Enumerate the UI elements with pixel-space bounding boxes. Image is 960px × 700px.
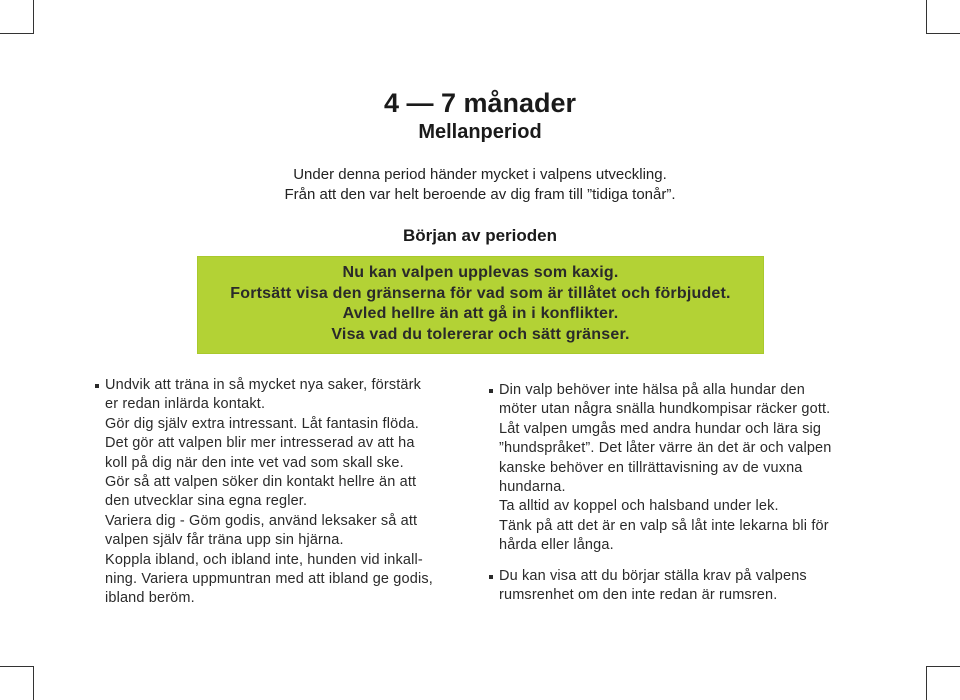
bullet-icon	[95, 384, 99, 388]
list-item	[487, 381, 887, 556]
page-title: 4 — 7 månader	[383, 88, 577, 118]
text-line: Det gör att valpen blir mer intresserad av att ha	[105, 435, 415, 452]
text-line: den utvecklar sina egna regler.	[105, 493, 308, 510]
text-line: Ta alltid av koppel och halsband under lek.	[499, 498, 779, 515]
text-line: Undvik att träna in så mycket nya saker, förstärk	[105, 377, 421, 393]
highlight-line: Visa vad du tolererar och sätt gränser.	[331, 325, 630, 343]
text-line: hårda eller långa.	[499, 537, 614, 554]
crop-mark-right-top	[926, 33, 960, 34]
crop-mark-top-right	[926, 0, 927, 34]
text-line: ibland beröm.	[105, 590, 195, 607]
text-line: Låt valpen umgås med andra hundar och lära sig	[499, 420, 822, 437]
text-line: Variera dig - Göm godis, använd leksaker så att	[105, 512, 418, 529]
page-subtitle: Mellanperiod	[418, 121, 542, 143]
intro-line: Under denna period händer mycket i valpens utveckling.	[293, 166, 667, 183]
text-line: hundarna.	[499, 479, 566, 496]
crop-mark-top-left	[33, 0, 34, 34]
intro-line: Från att den var helt beroende av dig fram till ”tidiga tonår”.	[284, 186, 676, 203]
intro-text	[0, 165, 960, 205]
text-line: Gör dig själv extra intressant. Låt fantasin flöda.	[105, 415, 419, 432]
text-line: Din valp behöver inte hälsa på alla hundar den	[499, 382, 805, 398]
text-line: ”hundspråket”. Det låter värre än det är och valpen	[499, 440, 832, 457]
highlight-line: Nu kan valpen upplevas som kaxig.	[342, 264, 619, 281]
list-item	[487, 567, 887, 606]
text-line: er redan inlärda kontakt.	[105, 396, 266, 413]
text-line: koll på dig när den inte vet vad som skall ske.	[105, 454, 404, 471]
text-line: Du kan visa att du börjar ställa krav på valpens	[499, 567, 807, 584]
bullet-icon	[489, 389, 493, 393]
crop-mark-left-top	[0, 33, 34, 34]
crop-mark-bottom-right	[926, 666, 927, 700]
crop-mark-right-bottom	[926, 666, 960, 667]
highlight-line: Fortsätt visa den gränserna för vad som är tillåtet och förbjudet.	[230, 284, 731, 302]
text-line: valpen själv får träna upp sin hjärna.	[105, 532, 344, 549]
text-line: kanske behöver en tillrättavisning av de vuxna	[499, 459, 803, 476]
text-line: möter utan några snälla hundkompisar räcker gott.	[499, 401, 831, 418]
highlight-box	[197, 256, 764, 354]
text-line: Tänk på att det är en valp så låt inte lekarna bli för	[499, 517, 829, 534]
text-line: ning. Variera uppmuntran med att ibland ge godis,	[105, 571, 433, 588]
list-item	[93, 376, 473, 609]
section-heading: Början av perioden	[403, 226, 557, 245]
text-line: Gör så att valpen söker din kontakt hellre än att	[105, 474, 417, 491]
highlight-line: Avled hellre än att gå in i konflikter.	[342, 305, 619, 322]
crop-mark-left-bottom	[0, 666, 34, 667]
text-line: rumsrenhet om den inte redan är rumsren.	[499, 587, 778, 604]
crop-mark-bottom-left	[33, 666, 34, 700]
right-column	[487, 381, 887, 616]
left-column	[93, 376, 473, 620]
text-line: Koppla ibland, och ibland inte, hunden vid inkall-	[105, 551, 423, 568]
bullet-icon	[489, 575, 493, 579]
